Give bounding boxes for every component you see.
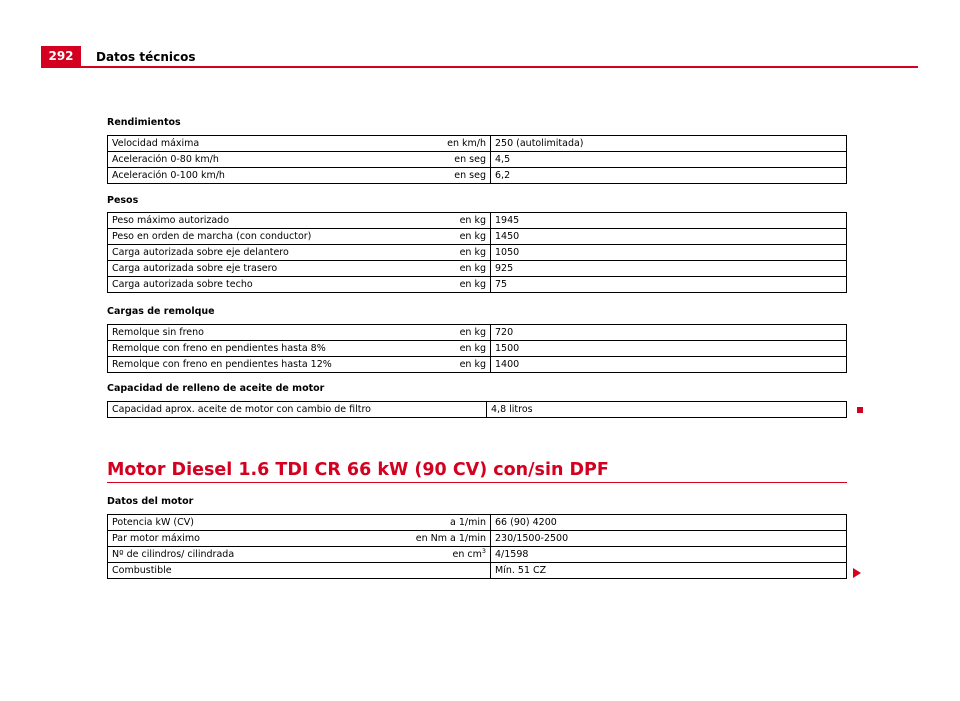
- row-label: Carga autorizada sobre eje trasero: [108, 261, 405, 277]
- section-label-aceite: Capacidad de relleno de aceite de motor: [107, 383, 325, 394]
- row-unit: en km/h: [404, 136, 491, 152]
- row-value: 250 (autolimitada): [491, 136, 847, 152]
- table-row: [108, 357, 847, 373]
- row-value: Mín. 51 CZ: [491, 563, 847, 579]
- table-row: [108, 341, 847, 357]
- table-row: [108, 213, 847, 229]
- header-rule: [41, 66, 918, 68]
- row-unit: en kg: [404, 245, 491, 261]
- chapter-title: Motor Diesel 1.6 TDI CR 66 kW (90 CV) con/sin DPF: [107, 460, 609, 480]
- row-label: Carga autorizada sobre techo: [108, 277, 405, 293]
- section-label-pesos: Pesos: [107, 195, 139, 206]
- row-unit: en kg: [404, 261, 491, 277]
- page-number: 292: [41, 46, 81, 67]
- row-unit: en kg: [404, 213, 491, 229]
- row-unit: a 1/min: [404, 515, 491, 531]
- row-label: Carga autorizada sobre eje delantero: [108, 245, 405, 261]
- row-unit: en kg: [404, 277, 491, 293]
- row-value: 6,2: [491, 168, 847, 184]
- row-value: 4,8 litros: [487, 402, 847, 418]
- row-label: Capacidad aprox. aceite de motor con cambio de filtro: [108, 402, 487, 418]
- table-row: [108, 261, 847, 277]
- row-unit: en kg: [404, 341, 491, 357]
- table-aceite: [107, 401, 847, 418]
- row-unit-superscript: 3: [481, 546, 486, 555]
- table-row: [108, 136, 847, 152]
- row-value: 4/1598: [491, 547, 847, 563]
- row-label: Remolque con freno en pendientes hasta 8%: [108, 341, 405, 357]
- table-row: [108, 515, 847, 531]
- table-row: [108, 229, 847, 245]
- table-row: [108, 547, 847, 563]
- row-label: Velocidad máxima: [108, 136, 405, 152]
- continue-arrow-icon: [853, 568, 861, 578]
- end-square-icon: [857, 407, 863, 413]
- row-unit: en kg: [404, 325, 491, 341]
- row-value: 720: [491, 325, 847, 341]
- table-row: [108, 402, 847, 418]
- row-label: Remolque sin freno: [108, 325, 405, 341]
- row-value: 1400: [491, 357, 847, 373]
- table-row: [108, 245, 847, 261]
- row-value: 66 (90) 4200: [491, 515, 847, 531]
- row-label: Aceleración 0-80 km/h: [108, 152, 405, 168]
- row-unit: en kg: [404, 357, 491, 373]
- row-unit: en cm: [452, 549, 482, 560]
- row-label: Nº de cilindros/ cilindrada: [108, 547, 405, 563]
- row-value: 1050: [491, 245, 847, 261]
- table-row: [108, 531, 847, 547]
- row-unit-cell: [404, 547, 491, 563]
- row-unit: en kg: [404, 229, 491, 245]
- table-row: [108, 168, 847, 184]
- section-label-motor: Datos del motor: [107, 496, 194, 507]
- row-value: 4,5: [491, 152, 847, 168]
- section-label-remolque: Cargas de remolque: [107, 306, 215, 317]
- table-motor: [107, 514, 847, 579]
- row-label: Peso en orden de marcha (con conductor): [108, 229, 405, 245]
- row-value: 75: [491, 277, 847, 293]
- table-row: [108, 277, 847, 293]
- table-rendimientos: [107, 135, 847, 184]
- header-title: Datos técnicos: [96, 50, 196, 64]
- table-row: [108, 152, 847, 168]
- row-value: 925: [491, 261, 847, 277]
- row-label: Peso máximo autorizado: [108, 213, 405, 229]
- row-label: Remolque con freno en pendientes hasta 12%: [108, 357, 405, 373]
- table-pesos: [107, 212, 847, 293]
- table-remolque: [107, 324, 847, 373]
- row-unit: en seg: [404, 168, 491, 184]
- row-label: Par motor máximo: [108, 531, 405, 547]
- row-label: Potencia kW (CV): [108, 515, 405, 531]
- row-unit: en seg: [404, 152, 491, 168]
- table-row: [108, 563, 847, 579]
- row-value: 1945: [491, 213, 847, 229]
- section-label-rendimientos: Rendimientos: [107, 117, 181, 128]
- table-row: [108, 325, 847, 341]
- row-value: 1450: [491, 229, 847, 245]
- row-label: Combustible: [108, 563, 405, 579]
- row-value: 230/1500-2500: [491, 531, 847, 547]
- row-value: 1500: [491, 341, 847, 357]
- chapter-rule: [107, 482, 847, 483]
- row-unit: [404, 563, 491, 579]
- row-label: Aceleración 0-100 km/h: [108, 168, 405, 184]
- row-unit: en Nm a 1/min: [404, 531, 491, 547]
